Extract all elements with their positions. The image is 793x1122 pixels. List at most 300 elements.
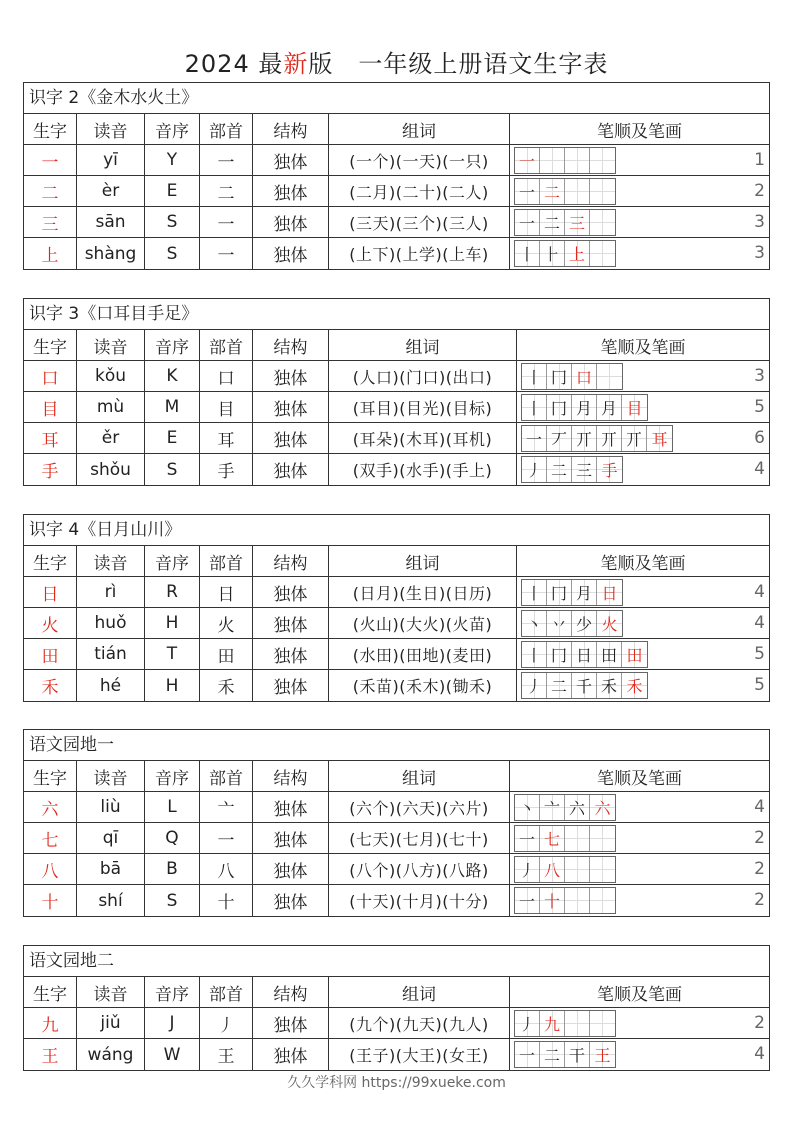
stroke-box: 丨: [522, 364, 547, 389]
structure: 独体: [253, 454, 329, 485]
stroke-box: 冂: [547, 580, 572, 605]
section-title: 识字 2《金木水火土》: [24, 83, 769, 114]
stroke-box: 一: [515, 179, 540, 204]
radical: 一: [200, 207, 253, 237]
column-header: 部首: [200, 546, 253, 576]
column-header: 结构: [253, 977, 329, 1007]
radical: 日: [200, 577, 253, 607]
structure: 独体: [253, 639, 329, 669]
stroke-box: 田: [597, 642, 622, 667]
initial-letter: S: [145, 238, 200, 269]
stroke-box: 口: [572, 364, 597, 389]
column-header: 组词: [329, 546, 517, 576]
table-row: [24, 238, 769, 269]
column-header: 结构: [253, 330, 329, 360]
word-examples: (人口)(门口)(出口): [329, 361, 517, 391]
word-examples: (耳朵)(木耳)(耳机): [329, 423, 517, 453]
word-examples: (一个)(一天)(一只): [329, 145, 510, 175]
stroke-box: 上: [565, 241, 590, 266]
stroke-box: [590, 179, 615, 204]
char-table: [23, 945, 770, 1071]
stroke-box: 丿: [522, 673, 547, 698]
column-header: 生字: [24, 330, 77, 360]
stroke-box: 耳: [647, 426, 672, 451]
column-header: 笔顺及笔画: [597, 121, 682, 142]
stroke-order: [517, 423, 769, 453]
stroke-box: 冂: [547, 395, 572, 420]
stroke-box: 七: [540, 826, 565, 851]
pinyin: wáng: [77, 1039, 145, 1070]
stroke-box: 日: [597, 580, 622, 605]
stroke-box: 丌: [572, 426, 597, 451]
structure: 独体: [253, 792, 329, 822]
initial-letter: Q: [145, 823, 200, 853]
stroke-box: 二: [540, 210, 565, 235]
stroke-grid: [514, 887, 616, 914]
radical: 火: [200, 608, 253, 638]
stroke-order: [517, 361, 769, 391]
stroke-count: 4: [754, 797, 765, 817]
stroke-box: [590, 241, 615, 266]
column-header: 生字: [24, 761, 77, 791]
char-table: [23, 514, 770, 702]
table-row: [24, 639, 769, 670]
stroke-box: [597, 364, 622, 389]
stroke-box: 禾: [597, 673, 622, 698]
stroke-grid: [514, 147, 616, 174]
column-header: 读音: [77, 114, 145, 144]
stroke-box: 丨: [522, 642, 547, 667]
radical: 目: [200, 392, 253, 422]
pinyin: shǒu: [77, 454, 145, 485]
character: 火: [24, 608, 77, 638]
pinyin: kǒu: [77, 361, 145, 391]
stroke-box: 三: [565, 210, 590, 235]
word-examples: (王子)(大王)(女王): [329, 1039, 510, 1070]
stroke-box: 一: [515, 1042, 540, 1067]
column-header: 部首: [200, 761, 253, 791]
stroke-box: 日: [572, 642, 597, 667]
pinyin: liù: [77, 792, 145, 822]
stroke-count: 5: [754, 644, 765, 664]
structure: 独体: [253, 823, 329, 853]
stroke-box: 丨: [522, 395, 547, 420]
stroke-grid: [514, 1010, 616, 1037]
stroke-box: 丿: [515, 857, 540, 882]
stroke-count: 2: [754, 828, 765, 848]
radical: 耳: [200, 423, 253, 453]
pinyin: èr: [77, 176, 145, 206]
stroke-box: [590, 1011, 615, 1036]
stroke-order: [510, 145, 769, 175]
initial-letter: S: [145, 207, 200, 237]
char-table: [23, 298, 770, 486]
stroke-box: 丆: [547, 426, 572, 451]
column-header: 笔顺及笔画: [600, 337, 686, 358]
table-header-row: [24, 761, 769, 792]
stroke-box: 一: [522, 426, 547, 451]
stroke-count: 2: [754, 890, 765, 910]
table-row: [24, 207, 769, 238]
stroke-grid: [521, 641, 648, 668]
column-header: 读音: [77, 546, 145, 576]
stroke-box: ⺊: [540, 241, 565, 266]
word-examples: (九个)(九天)(九人): [329, 1008, 510, 1038]
character: 耳: [24, 423, 77, 453]
structure: 独体: [253, 1008, 329, 1038]
word-examples: (日月)(生日)(日历): [329, 577, 517, 607]
structure: 独体: [253, 608, 329, 638]
initial-letter: B: [145, 854, 200, 884]
structure: 独体: [253, 885, 329, 916]
stroke-box: 千: [572, 673, 597, 698]
stroke-box: 三: [572, 457, 597, 482]
pinyin: hé: [77, 670, 145, 701]
structure: 独体: [253, 1039, 329, 1070]
table-row: [24, 792, 769, 823]
column-header: 组词: [329, 761, 510, 791]
stroke-box: [565, 826, 590, 851]
column-header: 生字: [24, 977, 77, 1007]
table-row: [24, 823, 769, 854]
character: 禾: [24, 670, 77, 701]
column-header: 读音: [77, 761, 145, 791]
stroke-grid: [514, 794, 616, 821]
page-title: 2024 最新版 一年级上册语文生字表: [184, 50, 609, 78]
word-examples: (十天)(十月)(十分): [329, 885, 510, 916]
stroke-grid: [514, 825, 616, 852]
stroke-grid: [521, 672, 648, 699]
table-row: [24, 1008, 769, 1039]
stroke-box: 一: [515, 148, 540, 173]
stroke-count: 2: [754, 859, 765, 879]
word-examples: (三天)(三个)(三人): [329, 207, 510, 237]
pinyin: qī: [77, 823, 145, 853]
stroke-box: 九: [540, 1011, 565, 1036]
stroke-box: [565, 857, 590, 882]
initial-letter: T: [145, 639, 200, 669]
initial-letter: L: [145, 792, 200, 822]
table-row: [24, 854, 769, 885]
stroke-box: 目: [622, 395, 647, 420]
radical: 一: [200, 145, 253, 175]
stroke-grid: [514, 178, 616, 205]
stroke-box: 亠: [540, 795, 565, 820]
pinyin: mù: [77, 392, 145, 422]
radical: 八: [200, 854, 253, 884]
column-header: 结构: [253, 546, 329, 576]
stroke-box: [590, 148, 615, 173]
column-header: 结构: [253, 114, 329, 144]
stroke-count: 3: [754, 212, 765, 232]
column-header: 音序: [145, 546, 200, 576]
column-header: 部首: [200, 114, 253, 144]
stroke-grid: [514, 209, 616, 236]
stroke-box: 丿: [522, 457, 547, 482]
initial-letter: S: [145, 454, 200, 485]
pinyin: rì: [77, 577, 145, 607]
structure: 独体: [253, 392, 329, 422]
structure: 独体: [253, 176, 329, 206]
stroke-box: 一: [515, 888, 540, 913]
table-row: [24, 670, 769, 701]
stroke-box: 一: [515, 210, 540, 235]
stroke-count: 4: [754, 613, 765, 633]
stroke-box: 月: [597, 395, 622, 420]
stroke-box: 十: [540, 888, 565, 913]
stroke-count: 4: [754, 459, 765, 479]
stroke-box: 少: [572, 611, 597, 636]
stroke-box: [565, 1011, 590, 1036]
stroke-box: 二: [547, 673, 572, 698]
character: 手: [24, 454, 77, 485]
initial-letter: Y: [145, 145, 200, 175]
table-header-row: [24, 546, 769, 577]
stroke-box: [590, 857, 615, 882]
stroke-order: [510, 238, 769, 269]
stroke-box: 六: [590, 795, 615, 820]
stroke-box: 田: [622, 642, 647, 667]
table-row: [24, 145, 769, 176]
pinyin: bā: [77, 854, 145, 884]
table-row: [24, 608, 769, 639]
stroke-box: 禾: [622, 673, 647, 698]
table-row: [24, 361, 769, 392]
column-header: 音序: [145, 330, 200, 360]
stroke-box: [540, 148, 565, 173]
word-examples: (耳目)(目光)(目标): [329, 392, 517, 422]
character: 王: [24, 1039, 77, 1070]
structure: 独体: [253, 145, 329, 175]
pinyin: tián: [77, 639, 145, 669]
radical: 王: [200, 1039, 253, 1070]
section-title: 语文园地一: [24, 730, 769, 761]
stroke-box: 八: [540, 857, 565, 882]
stroke-order: [517, 577, 769, 607]
stroke-box: 二: [547, 457, 572, 482]
character: 一: [24, 145, 77, 175]
character: 上: [24, 238, 77, 269]
table-row: [24, 885, 769, 916]
stroke-grid: [514, 856, 616, 883]
stroke-box: 冂: [547, 364, 572, 389]
stroke-box: 二: [540, 1042, 565, 1067]
character: 目: [24, 392, 77, 422]
stroke-count: 4: [754, 1044, 765, 1064]
stroke-box: 丶: [515, 795, 540, 820]
initial-letter: W: [145, 1039, 200, 1070]
stroke-box: [565, 888, 590, 913]
table-row: [24, 577, 769, 608]
radical: 二: [200, 176, 253, 206]
stroke-box: 六: [565, 795, 590, 820]
column-header: 音序: [145, 977, 200, 1007]
word-examples: (六个)(六天)(六片): [329, 792, 510, 822]
column-header: 结构: [253, 761, 329, 791]
stroke-order: [517, 608, 769, 638]
character: 九: [24, 1008, 77, 1038]
stroke-box: 王: [590, 1042, 615, 1067]
word-examples: (上下)(上学)(上车): [329, 238, 510, 269]
stroke-order: [517, 670, 769, 701]
stroke-order: [510, 207, 769, 237]
column-header: 读音: [77, 977, 145, 1007]
stroke-order: [517, 392, 769, 422]
structure: 独体: [253, 238, 329, 269]
stroke-box: 丨: [522, 580, 547, 605]
initial-letter: E: [145, 176, 200, 206]
stroke-order: [510, 1039, 769, 1070]
stroke-order: [517, 454, 769, 485]
stroke-box: 丨: [515, 241, 540, 266]
character: 十: [24, 885, 77, 916]
table-row: [24, 176, 769, 207]
radical: 口: [200, 361, 253, 391]
section-title: 识字 3《口耳目手足》: [24, 299, 769, 330]
word-examples: (二月)(二十)(二人): [329, 176, 510, 206]
stroke-box: 月: [572, 580, 597, 605]
stroke-grid: [521, 610, 623, 637]
pinyin: ěr: [77, 423, 145, 453]
character: 日: [24, 577, 77, 607]
character: 七: [24, 823, 77, 853]
stroke-box: [590, 888, 615, 913]
structure: 独体: [253, 854, 329, 884]
column-header: 部首: [200, 330, 253, 360]
word-examples: (双手)(水手)(手上): [329, 454, 517, 485]
footer-watermark: 久久学科网 https://99xueke.com: [287, 1075, 506, 1091]
stroke-box: 二: [540, 179, 565, 204]
stroke-count: 6: [754, 428, 765, 448]
table-row: [24, 423, 769, 454]
character: 六: [24, 792, 77, 822]
column-header: 组词: [329, 977, 510, 1007]
stroke-grid: [521, 579, 623, 606]
column-header: 组词: [329, 330, 517, 360]
stroke-box: 干: [565, 1042, 590, 1067]
word-examples: (火山)(大火)(火苗): [329, 608, 517, 638]
stroke-count: 2: [754, 181, 765, 201]
pinyin: jiǔ: [77, 1008, 145, 1038]
stroke-count: 2: [754, 1013, 765, 1033]
column-header: 部首: [200, 977, 253, 1007]
character: 口: [24, 361, 77, 391]
stroke-count: 4: [754, 582, 765, 602]
radical: 手: [200, 454, 253, 485]
initial-letter: H: [145, 670, 200, 701]
stroke-count: 3: [754, 243, 765, 263]
stroke-box: 一: [515, 826, 540, 851]
word-examples: (禾苗)(禾木)(锄禾): [329, 670, 517, 701]
initial-letter: E: [145, 423, 200, 453]
column-header: 生字: [24, 546, 77, 576]
stroke-box: 丌: [622, 426, 647, 451]
character: 八: [24, 854, 77, 884]
stroke-order: [510, 176, 769, 206]
stroke-order: [510, 885, 769, 916]
stroke-order: [517, 639, 769, 669]
stroke-count: 1: [754, 150, 765, 170]
column-header: 笔顺及笔画: [600, 553, 686, 574]
section-title: 语文园地二: [24, 946, 769, 977]
stroke-order: [510, 792, 769, 822]
stroke-box: 手: [597, 457, 622, 482]
stroke-count: 5: [754, 675, 765, 695]
word-examples: (八个)(八方)(八路): [329, 854, 510, 884]
stroke-order: [510, 823, 769, 853]
column-header: 笔顺及笔画: [597, 984, 682, 1005]
pinyin: huǒ: [77, 608, 145, 638]
character: 田: [24, 639, 77, 669]
char-table: [23, 729, 770, 917]
table-row: [24, 392, 769, 423]
character: 三: [24, 207, 77, 237]
stroke-grid: [514, 240, 616, 267]
stroke-grid: [521, 456, 623, 483]
stroke-box: [590, 210, 615, 235]
stroke-grid: [521, 363, 623, 390]
stroke-box: 冂: [547, 642, 572, 667]
column-header: 音序: [145, 761, 200, 791]
character: 二: [24, 176, 77, 206]
stroke-order: [510, 1008, 769, 1038]
structure: 独体: [253, 423, 329, 453]
stroke-box: 丌: [597, 426, 622, 451]
column-header: 笔顺及笔画: [597, 768, 682, 789]
structure: 独体: [253, 577, 329, 607]
stroke-box: [565, 179, 590, 204]
stroke-box: [590, 826, 615, 851]
column-header: 音序: [145, 114, 200, 144]
table-header-row: [24, 977, 769, 1008]
table-row: [24, 1039, 769, 1070]
table-row: [24, 454, 769, 485]
radical: 亠: [200, 792, 253, 822]
pinyin: shí: [77, 885, 145, 916]
structure: 独体: [253, 361, 329, 391]
initial-letter: M: [145, 392, 200, 422]
stroke-box: 火: [597, 611, 622, 636]
structure: 独体: [253, 670, 329, 701]
column-header: 组词: [329, 114, 510, 144]
stroke-order: [510, 854, 769, 884]
radical: 一: [200, 823, 253, 853]
stroke-box: 丷: [547, 611, 572, 636]
pinyin: shàng: [77, 238, 145, 269]
stroke-grid: [514, 1041, 616, 1068]
word-examples: (七天)(七月)(七十): [329, 823, 510, 853]
table-header-row: [24, 114, 769, 145]
initial-letter: K: [145, 361, 200, 391]
initial-letter: R: [145, 577, 200, 607]
word-examples: (水田)(田地)(麦田): [329, 639, 517, 669]
stroke-box: [565, 148, 590, 173]
initial-letter: S: [145, 885, 200, 916]
section-title: 识字 4《日月山川》: [24, 515, 769, 546]
stroke-grid: [521, 425, 673, 452]
initial-letter: H: [145, 608, 200, 638]
stroke-box: 丶: [522, 611, 547, 636]
char-table: [23, 82, 770, 270]
pinyin: yī: [77, 145, 145, 175]
table-header-row: [24, 330, 769, 361]
radical: 丿: [200, 1008, 253, 1038]
column-header: 生字: [24, 114, 77, 144]
structure: 独体: [253, 207, 329, 237]
stroke-grid: [521, 394, 648, 421]
stroke-count: 3: [754, 366, 765, 386]
initial-letter: J: [145, 1008, 200, 1038]
